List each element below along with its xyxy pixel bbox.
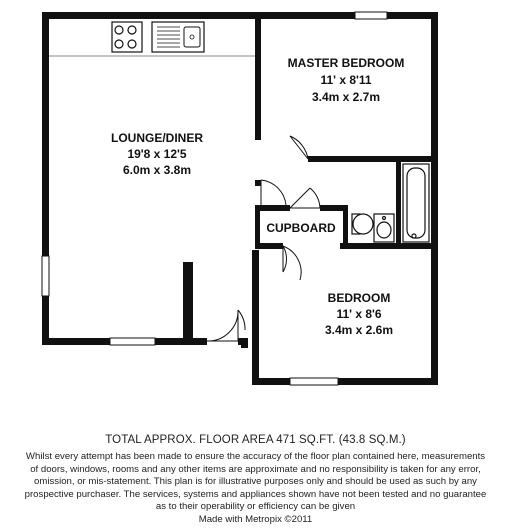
cupboard-label: CUPBOARD: [266, 221, 336, 235]
room-lounge-diner: [111, 131, 203, 177]
room-dimensions-imperial: 19'8 x 12'5: [127, 147, 187, 161]
total-floor-area: TOTAL APPROX. FLOOR AREA 471 SQ.FT. (43.8 SQ.M.): [105, 434, 406, 446]
disclaimer: [10, 451, 501, 527]
room-bedroom: [325, 291, 393, 337]
disclaimer-line: of doors, windows, rooms and any other items are approximate and no responsibility is taken for any error,: [30, 463, 481, 475]
room-dimensions-imperial: 11' x 8'6: [336, 307, 382, 321]
kitchen-worktop: [49, 22, 255, 56]
room-name: BEDROOM: [327, 291, 391, 305]
disclaimer-credit: Made with Metropix ©2011: [198, 513, 313, 525]
disclaimer-line: prospective purchaser. The services, systems and appliances shown have not been tested and no guarantee: [24, 488, 487, 500]
bathroom-fixtures: [352, 164, 429, 242]
room-master-bedroom: [288, 56, 405, 104]
disclaimer-line: omission, or mis-statement. This plan is for illustrative purposes only and should be used as such by any: [34, 476, 477, 488]
doors: [207, 136, 320, 341]
disclaimer-line: Whilst every attempt has been made to ensure the accuracy of the floor plan contained here, measurements: [25, 451, 486, 462]
disclaimer-line: as to their operability or efficiency can be given: [155, 501, 356, 513]
room-dimensions-metric: 3.4m x 2.6m: [324, 323, 394, 337]
room-name: LOUNGE/DINER: [110, 131, 204, 145]
room-name: MASTER BEDROOM: [287, 56, 405, 70]
room-dimensions-metric: 6.0m x 3.8m: [122, 163, 192, 177]
kitchen-sink: [152, 22, 204, 52]
room-dimensions-imperial: 11' x 8'11: [320, 73, 372, 87]
hob: [112, 22, 142, 52]
room-dimensions-metric: 3.4m x 2.7m: [311, 90, 381, 104]
toilet: [352, 214, 373, 234]
basin: [374, 214, 394, 242]
